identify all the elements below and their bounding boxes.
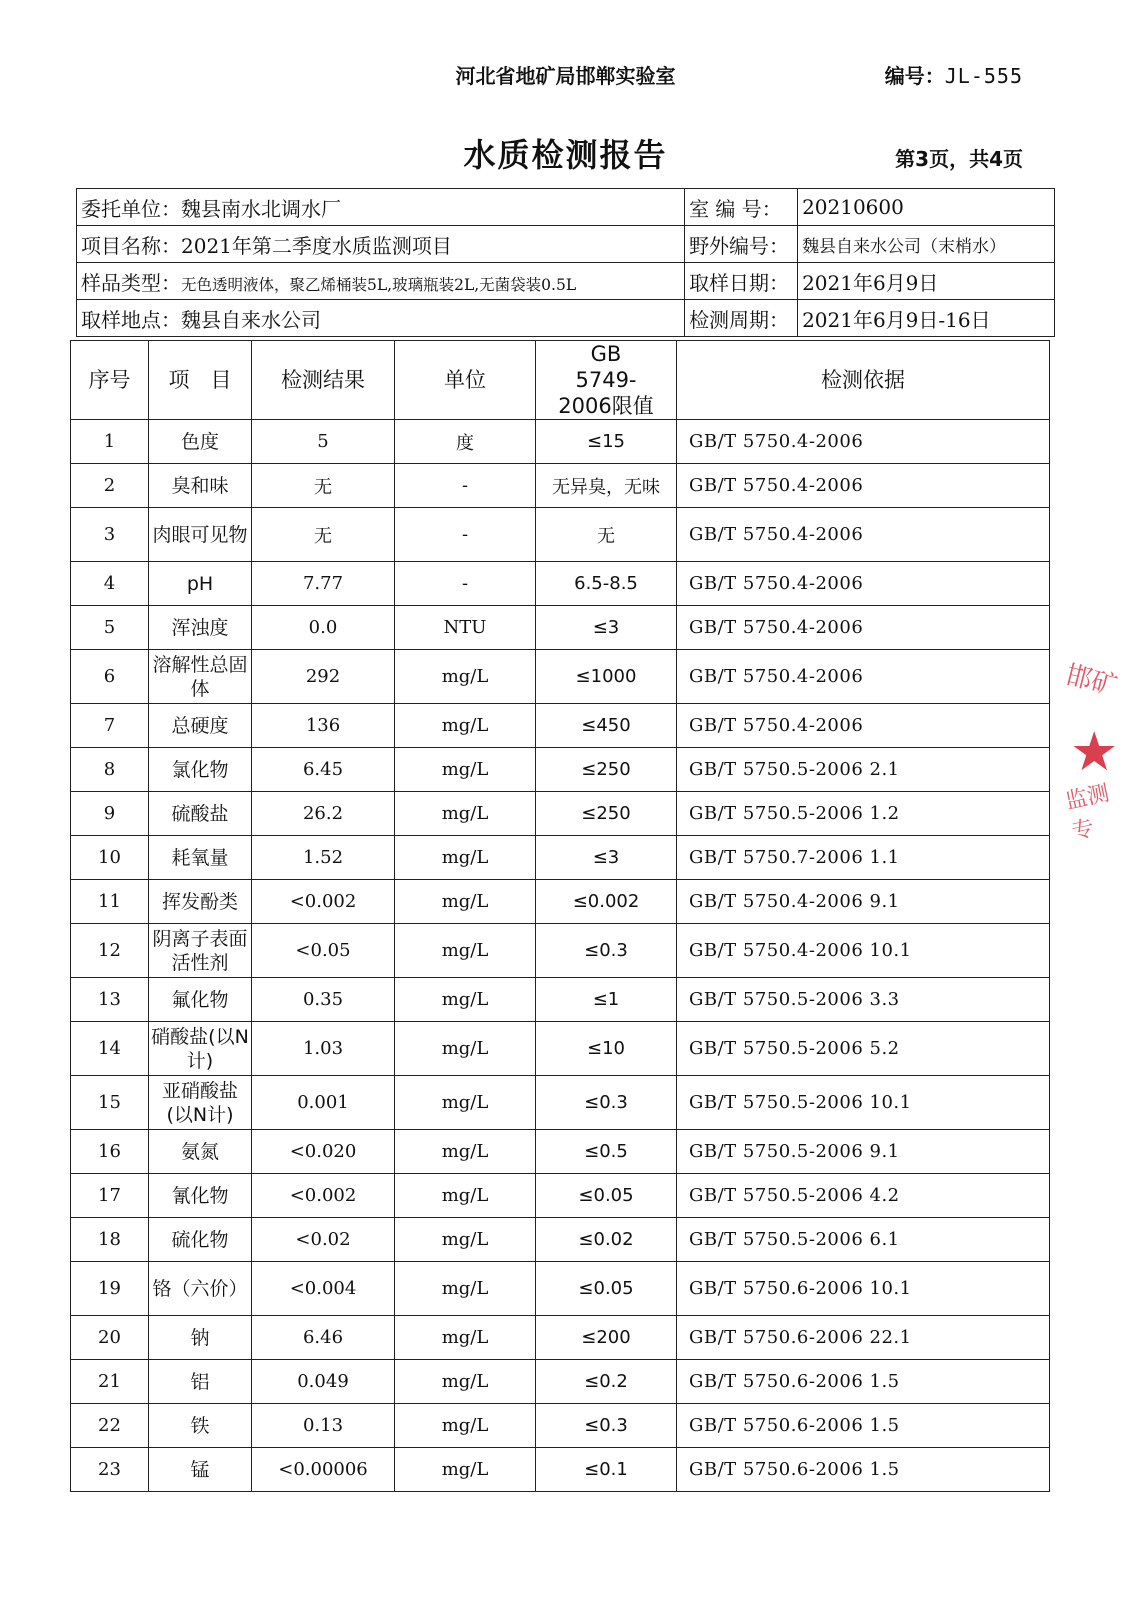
- row-item: 锰: [149, 1448, 252, 1492]
- row-result: <0.002: [252, 880, 395, 924]
- row-result: 无: [252, 464, 395, 508]
- row-basis: GB/T 5750.7-2006 1.1: [677, 836, 1050, 880]
- row-item: 溶解性总固体: [149, 650, 252, 704]
- period-label: 检测周期：: [685, 300, 798, 337]
- row-basis: GB/T 5750.4-2006: [677, 562, 1050, 606]
- table-row: [71, 1130, 1050, 1174]
- row-no: 19: [71, 1262, 149, 1316]
- row-unit: 度: [395, 420, 536, 464]
- period-value: 2021年6月9日-16日: [798, 300, 1055, 337]
- row-limit: 无异臭，无味: [536, 464, 677, 508]
- row-no: 2: [71, 464, 149, 508]
- table-row: [71, 880, 1050, 924]
- row-item: 铝: [149, 1360, 252, 1404]
- table-row: [71, 1316, 1050, 1360]
- row-item: 氟化物: [149, 978, 252, 1022]
- row-item: 挥发酚类: [149, 880, 252, 924]
- row-result: 7.77: [252, 562, 395, 606]
- client-label: 委托单位：: [81, 196, 181, 221]
- row-item: 硝酸盐(以N计): [149, 1022, 252, 1076]
- seal-text-top: 邯矿: [1062, 660, 1121, 702]
- row-item: 硫酸盐: [149, 792, 252, 836]
- row-item: 耗氧量: [149, 836, 252, 880]
- row-basis: GB/T 5750.4-2006: [677, 606, 1050, 650]
- results-table: [70, 340, 1050, 1492]
- row-result: 5: [252, 420, 395, 464]
- header-item: 项 目: [149, 341, 252, 420]
- row-result: <0.004: [252, 1262, 395, 1316]
- row-limit: ≤3: [536, 606, 677, 650]
- row-basis: GB/T 5750.6-2006 1.5: [677, 1360, 1050, 1404]
- table-row: [71, 508, 1050, 562]
- row-limit: ≤0.002: [536, 880, 677, 924]
- row-limit: ≤0.3: [536, 1076, 677, 1130]
- row-basis: GB/T 5750.4-2006 10.1: [677, 924, 1050, 978]
- row-limit: ≤1000: [536, 650, 677, 704]
- row-unit: mg/L: [395, 748, 536, 792]
- sample-type-label: 样品类型：: [81, 270, 181, 295]
- row-no: 17: [71, 1174, 149, 1218]
- row-unit: mg/L: [395, 1448, 536, 1492]
- row-result: 0.049: [252, 1360, 395, 1404]
- row-limit: 6.5-8.5: [536, 562, 677, 606]
- row-unit: mg/L: [395, 1130, 536, 1174]
- client-value: 魏县南水北调水厂: [181, 196, 341, 221]
- row-limit: ≤15: [536, 420, 677, 464]
- row-item: 肉眼可见物: [149, 508, 252, 562]
- row-item: 阴离子表面活性剂: [149, 924, 252, 978]
- sample-type-value: 无色透明液体，聚乙烯桶装5L,玻璃瓶装2L,无菌袋装0.5L: [181, 275, 577, 294]
- row-unit: mg/L: [395, 1218, 536, 1262]
- row-no: 10: [71, 836, 149, 880]
- table-row: [71, 420, 1050, 464]
- row-limit: ≤450: [536, 704, 677, 748]
- seal-text-bottom: 监测专: [1063, 780, 1112, 845]
- row-no: 5: [71, 606, 149, 650]
- row-basis: GB/T 5750.5-2006 9.1: [677, 1130, 1050, 1174]
- row-no: 4: [71, 562, 149, 606]
- row-basis: GB/T 5750.4-2006: [677, 420, 1050, 464]
- row-unit: mg/L: [395, 1022, 536, 1076]
- row-unit: mg/L: [395, 836, 536, 880]
- field-no-value: 魏县自来水公司（末梢水）: [798, 226, 1055, 263]
- row-item: 氯化物: [149, 748, 252, 792]
- document-number: [885, 60, 1023, 89]
- row-item: 浑浊度: [149, 606, 252, 650]
- row-basis: GB/T 5750.5-2006 2.1: [677, 748, 1050, 792]
- row-result: 136: [252, 704, 395, 748]
- row-no: 1: [71, 420, 149, 464]
- row-no: 8: [71, 748, 149, 792]
- row-result: <0.002: [252, 1174, 395, 1218]
- info-row-sample-type: [77, 263, 1055, 300]
- row-basis: GB/T 5750.5-2006 5.2: [677, 1022, 1050, 1076]
- row-basis: GB/T 5750.6-2006 1.5: [677, 1404, 1050, 1448]
- row-basis: GB/T 5750.4-2006 9.1: [677, 880, 1050, 924]
- row-item: 氨氮: [149, 1130, 252, 1174]
- row-unit: mg/L: [395, 1404, 536, 1448]
- info-row-location: [77, 300, 1055, 337]
- row-result: 6.45: [252, 748, 395, 792]
- row-result: <0.020: [252, 1130, 395, 1174]
- row-basis: GB/T 5750.6-2006 22.1: [677, 1316, 1050, 1360]
- row-limit: ≤0.05: [536, 1262, 677, 1316]
- table-row: [71, 1262, 1050, 1316]
- row-result: <0.05: [252, 924, 395, 978]
- row-no: 16: [71, 1130, 149, 1174]
- room-no-value: 20210600: [798, 189, 1055, 226]
- row-limit: ≤0.3: [536, 1404, 677, 1448]
- room-no-label: 室 编 号：: [685, 189, 798, 226]
- table-row: [71, 562, 1050, 606]
- row-item: 铬（六价）: [149, 1262, 252, 1316]
- row-result: 1.03: [252, 1022, 395, 1076]
- row-result: 1.52: [252, 836, 395, 880]
- row-item: 亚硝酸盐(以N计): [149, 1076, 252, 1130]
- table-row: [71, 1404, 1050, 1448]
- row-result: <0.02: [252, 1218, 395, 1262]
- header-unit: 单位: [395, 341, 536, 420]
- row-limit: ≤10: [536, 1022, 677, 1076]
- row-result: 无: [252, 508, 395, 562]
- row-item: 臭和味: [149, 464, 252, 508]
- document-number-value: JL-555: [944, 64, 1023, 88]
- table-row: [71, 704, 1050, 748]
- location-value: 魏县自来水公司: [181, 307, 321, 332]
- row-unit: NTU: [395, 606, 536, 650]
- row-limit: ≤0.3: [536, 924, 677, 978]
- row-basis: GB/T 5750.5-2006 3.3: [677, 978, 1050, 1022]
- sample-info-table: [76, 188, 1055, 337]
- row-limit: ≤1: [536, 978, 677, 1022]
- field-no-label: 野外编号：: [685, 226, 798, 263]
- lab-name: 河北省地矿局邯郸实验室: [455, 64, 676, 88]
- row-unit: mg/L: [395, 792, 536, 836]
- table-row: [71, 1448, 1050, 1492]
- row-unit: -: [395, 508, 536, 562]
- row-limit: ≤0.2: [536, 1360, 677, 1404]
- table-row: [71, 978, 1050, 1022]
- row-no: 23: [71, 1448, 149, 1492]
- page-indicator: 第3页，共4页: [895, 147, 1023, 171]
- row-item: 总硬度: [149, 704, 252, 748]
- row-item: pH: [149, 562, 252, 606]
- row-result: 6.46: [252, 1316, 395, 1360]
- header-no: 序号: [71, 341, 149, 420]
- table-row: [71, 792, 1050, 836]
- table-row: [71, 650, 1050, 704]
- row-unit: mg/L: [395, 978, 536, 1022]
- row-no: 22: [71, 1404, 149, 1448]
- row-result: 292: [252, 650, 395, 704]
- table-row: [71, 836, 1050, 880]
- row-no: 3: [71, 508, 149, 562]
- row-limit: 无: [536, 508, 677, 562]
- row-no: 20: [71, 1316, 149, 1360]
- location-cell: [77, 300, 685, 337]
- row-basis: GB/T 5750.4-2006: [677, 464, 1050, 508]
- row-basis: GB/T 5750.6-2006 10.1: [677, 1262, 1050, 1316]
- row-basis: GB/T 5750.4-2006: [677, 704, 1050, 748]
- row-unit: mg/L: [395, 650, 536, 704]
- report-title: 水质检测报告: [463, 136, 668, 174]
- row-no: 21: [71, 1360, 149, 1404]
- client-cell: [77, 189, 685, 226]
- row-result: 0.35: [252, 978, 395, 1022]
- table-row: [71, 606, 1050, 650]
- row-unit: mg/L: [395, 1360, 536, 1404]
- row-result: 26.2: [252, 792, 395, 836]
- row-no: 12: [71, 924, 149, 978]
- header-result: 检测结果: [252, 341, 395, 420]
- table-row: [71, 464, 1050, 508]
- header-basis: 检测依据: [677, 341, 1050, 420]
- row-unit: mg/L: [395, 880, 536, 924]
- row-no: 9: [71, 792, 149, 836]
- row-limit: ≤3: [536, 836, 677, 880]
- row-result: 0.001: [252, 1076, 395, 1130]
- row-no: 18: [71, 1218, 149, 1262]
- row-limit: ≤250: [536, 748, 677, 792]
- sample-type-cell: [77, 263, 685, 300]
- row-result: 0.0: [252, 606, 395, 650]
- row-item: 铁: [149, 1404, 252, 1448]
- project-label: 项目名称：: [81, 233, 181, 258]
- row-no: 7: [71, 704, 149, 748]
- row-basis: GB/T 5750.5-2006 1.2: [677, 792, 1050, 836]
- table-row: [71, 924, 1050, 978]
- row-limit: ≤0.1: [536, 1448, 677, 1492]
- row-basis: GB/T 5750.4-2006: [677, 650, 1050, 704]
- row-limit: ≤200: [536, 1316, 677, 1360]
- row-basis: GB/T 5750.5-2006 6.1: [677, 1218, 1050, 1262]
- table-row: [71, 1174, 1050, 1218]
- table-row: [71, 1360, 1050, 1404]
- row-limit: ≤0.02: [536, 1218, 677, 1262]
- row-limit: ≤0.5: [536, 1130, 677, 1174]
- row-basis: GB/T 5750.4-2006: [677, 508, 1050, 562]
- header-limit: GB 5749-2006限值: [536, 341, 677, 420]
- row-unit: mg/L: [395, 1076, 536, 1130]
- row-result: 0.13: [252, 1404, 395, 1448]
- row-unit: -: [395, 562, 536, 606]
- row-limit: ≤0.05: [536, 1174, 677, 1218]
- row-basis: GB/T 5750.6-2006 1.5: [677, 1448, 1050, 1492]
- project-cell: [77, 226, 685, 263]
- table-row: [71, 1022, 1050, 1076]
- row-no: 11: [71, 880, 149, 924]
- table-row: [71, 1076, 1050, 1130]
- row-unit: mg/L: [395, 1174, 536, 1218]
- row-no: 15: [71, 1076, 149, 1130]
- info-row-client: [77, 189, 1055, 226]
- row-item: 色度: [149, 420, 252, 464]
- row-unit: mg/L: [395, 704, 536, 748]
- sampling-date-label: 取样日期：: [685, 263, 798, 300]
- row-item: 钠: [149, 1316, 252, 1360]
- table-row: [71, 748, 1050, 792]
- row-unit: -: [395, 464, 536, 508]
- seal-star-icon: ★: [1070, 720, 1119, 783]
- info-row-project: [77, 226, 1055, 263]
- table-row: [71, 1218, 1050, 1262]
- sampling-date-value: 2021年6月9日: [798, 263, 1055, 300]
- row-unit: mg/L: [395, 924, 536, 978]
- location-label: 取样地点：: [81, 307, 181, 332]
- row-result: <0.00006: [252, 1448, 395, 1492]
- row-unit: mg/L: [395, 1316, 536, 1360]
- row-no: 14: [71, 1022, 149, 1076]
- row-basis: GB/T 5750.5-2006 4.2: [677, 1174, 1050, 1218]
- row-no: 13: [71, 978, 149, 1022]
- row-limit: ≤250: [536, 792, 677, 836]
- project-value: 2021年第二季度水质监测项目: [181, 233, 452, 258]
- document-number-label: 编号：: [884, 64, 945, 88]
- row-item: 氰化物: [149, 1174, 252, 1218]
- row-basis: GB/T 5750.5-2006 10.1: [677, 1076, 1050, 1130]
- row-no: 6: [71, 650, 149, 704]
- row-unit: mg/L: [395, 1262, 536, 1316]
- results-header-row: [71, 341, 1050, 420]
- row-item: 硫化物: [149, 1218, 252, 1262]
